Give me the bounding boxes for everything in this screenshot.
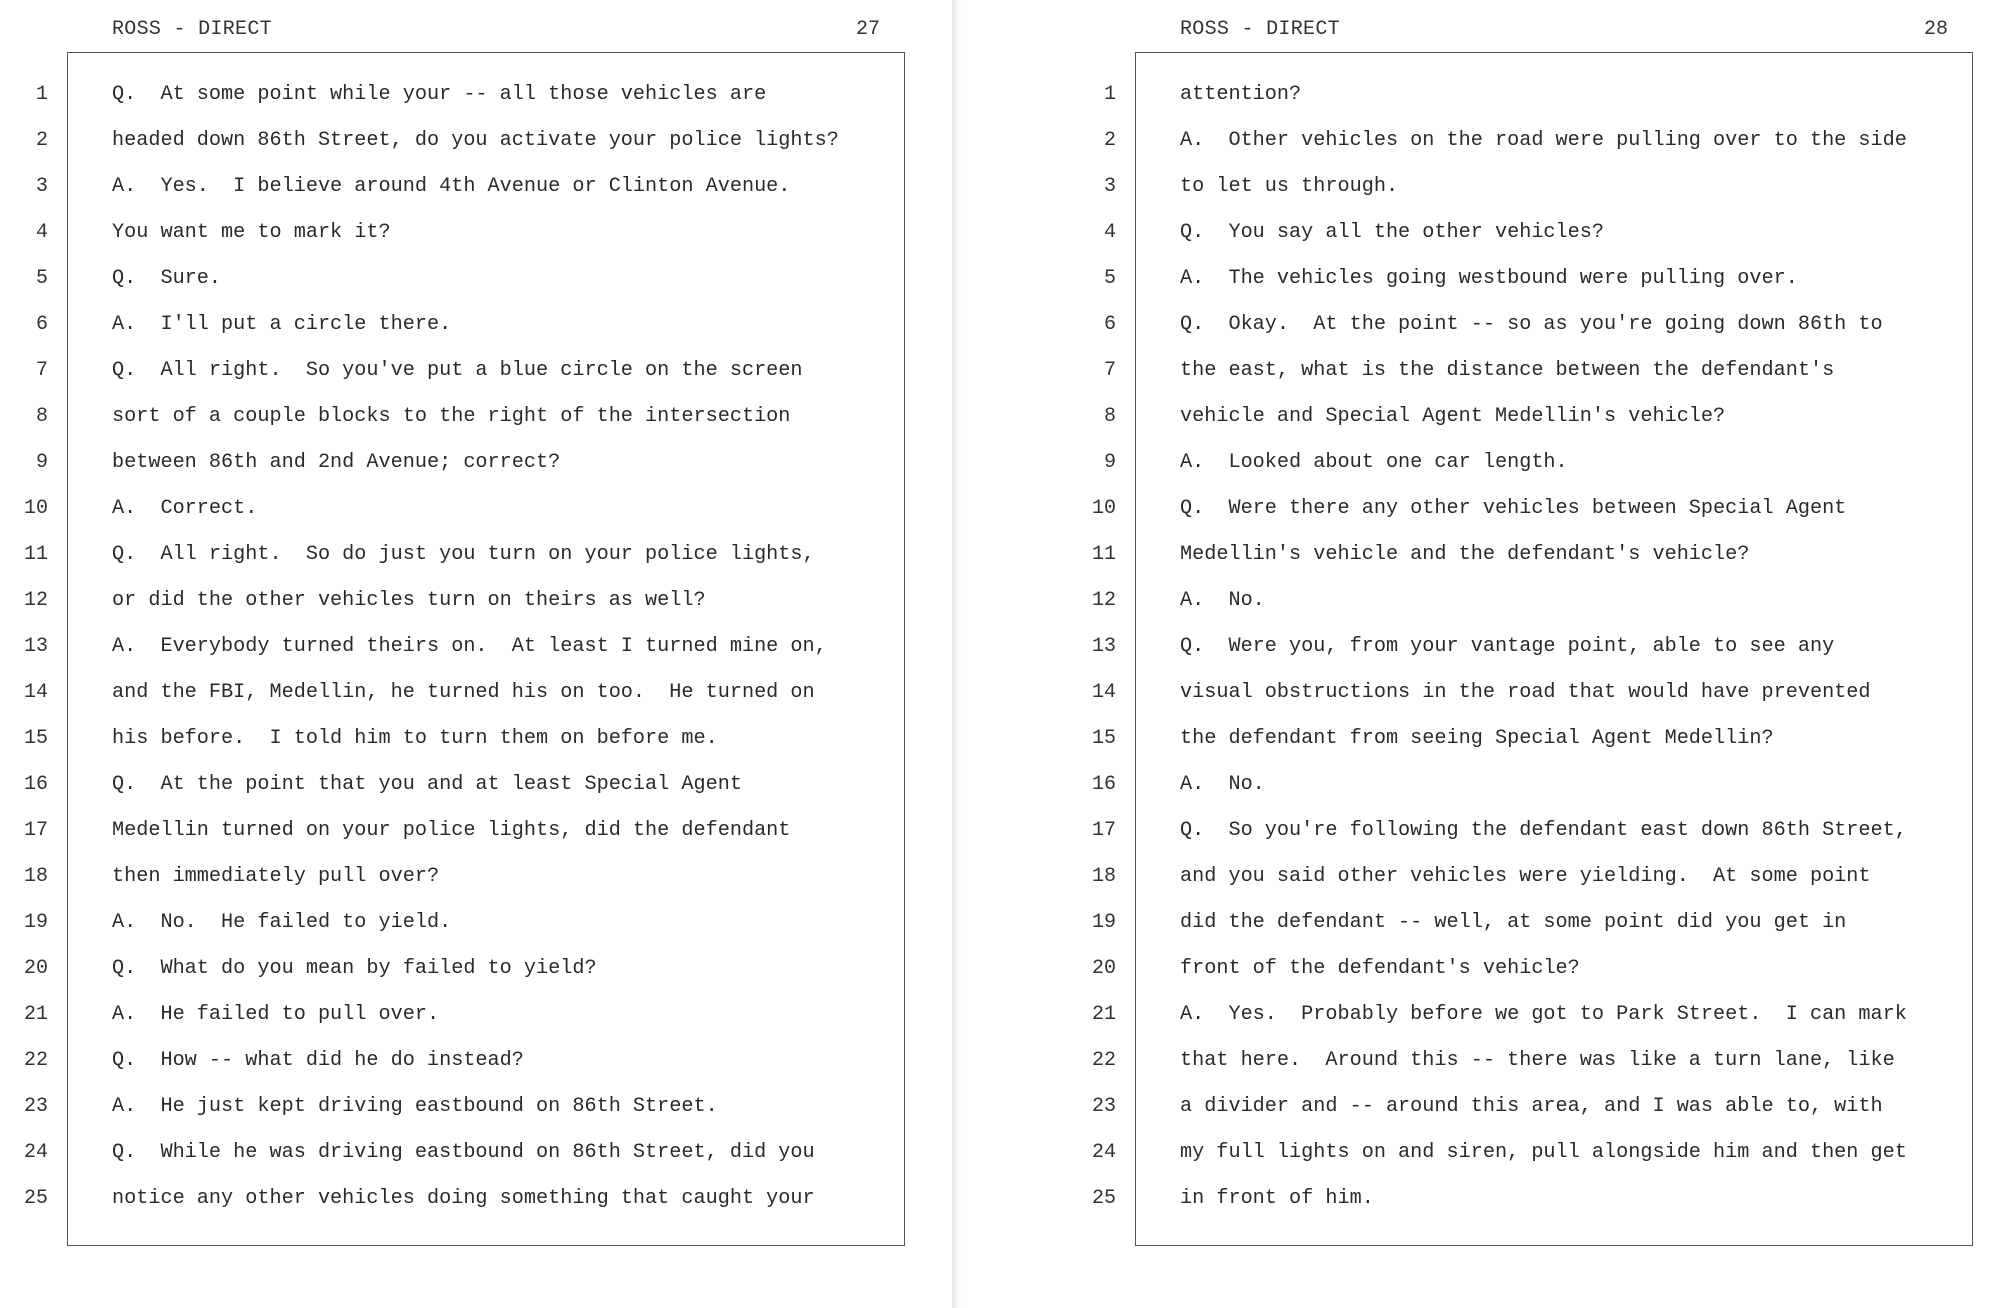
line-number: 17 (1091, 819, 1116, 842)
line-number: 24 (23, 1141, 48, 1164)
transcript-line: A. Other vehicles on the road were pulling over to the side (1180, 129, 1907, 152)
line-number: 1 (35, 83, 48, 106)
transcript-text (112, 78, 902, 1228)
line-number: 6 (35, 313, 48, 336)
transcript-line: Q. Were there any other vehicles between Special Agent (1180, 497, 1847, 520)
transcript-page-27 (0, 0, 950, 1308)
transcript-line: Q. What do you mean by failed to yield? (112, 957, 597, 980)
line-number: 8 (1103, 405, 1116, 428)
line-number: 18 (23, 865, 48, 888)
transcript-line: A. No. (1180, 589, 1265, 612)
transcript-line: A. I'll put a circle there. (112, 313, 452, 336)
line-number: 12 (1091, 589, 1116, 612)
line-number: 10 (23, 497, 48, 520)
transcript-line: his before. I told him to turn them on before me. (112, 727, 718, 750)
transcript-line: to let us through. (1180, 175, 1399, 198)
line-number: 6 (1103, 313, 1116, 336)
line-number: 11 (1091, 543, 1116, 566)
line-number: 15 (1091, 727, 1116, 750)
line-number: 19 (23, 911, 48, 934)
transcript-line: Q. How -- what did he do instead? (112, 1049, 524, 1072)
transcript-line: Q. All right. So do just you turn on your police lights, (112, 543, 815, 566)
line-number: 23 (23, 1095, 48, 1118)
transcript-text (1180, 78, 1970, 1228)
transcript-line: Q. Sure. (112, 267, 222, 290)
line-number: 9 (1103, 451, 1116, 474)
line-number: 7 (1103, 359, 1116, 382)
line-number: 5 (1103, 267, 1116, 290)
transcript-line: between 86th and 2nd Avenue; correct? (112, 451, 561, 474)
line-number: 23 (1091, 1095, 1116, 1118)
line-number: 7 (35, 359, 48, 382)
line-number: 5 (35, 267, 48, 290)
transcript-line: Q. At the point that you and at least Special Agent (112, 773, 742, 796)
transcript-line: attention? (1180, 83, 1302, 106)
line-number: 15 (23, 727, 48, 750)
page-divider-shadow (952, 0, 962, 1308)
transcript-line: A. No. (1180, 773, 1265, 796)
transcript-line: vehicle and Special Agent Medellin's vehicle? (1180, 405, 1726, 428)
transcript-line: A. Correct. (112, 497, 258, 520)
transcript-line: Medellin's vehicle and the defendant's vehicle? (1180, 543, 1750, 566)
transcript-line: Q. All right. So you've put a blue circle on the screen (112, 359, 803, 382)
transcript-line: A. Everybody turned theirs on. At least I turned mine on, (112, 635, 827, 658)
page-number: 28 (1923, 18, 1948, 41)
line-number: 22 (23, 1049, 48, 1072)
transcript-line: front of the defendant's vehicle? (1180, 957, 1580, 980)
line-number: 14 (1091, 681, 1116, 704)
line-number-column (0, 78, 48, 1228)
running-header: ROSS - DIRECT (1180, 18, 1340, 41)
line-number: 12 (23, 589, 48, 612)
transcript-line: A. Looked about one car length. (1180, 451, 1568, 474)
transcript-line: and the FBI, Medellin, he turned his on too. He turned on (112, 681, 815, 704)
page-gutter (950, 0, 1068, 1308)
line-number: 16 (23, 773, 48, 796)
line-number: 20 (23, 957, 48, 980)
line-number: 2 (1103, 129, 1116, 152)
line-number: 22 (1091, 1049, 1116, 1072)
line-number: 9 (35, 451, 48, 474)
transcript-line: did the defendant -- well, at some point did you get in (1180, 911, 1847, 934)
transcript-line: a divider and -- around this area, and I was able to, with (1180, 1095, 1883, 1118)
line-number: 20 (1091, 957, 1116, 980)
transcript-line: Q. So you're following the defendant east down 86th Street, (1180, 819, 1907, 842)
line-number-column (1068, 78, 1116, 1228)
line-number: 25 (1091, 1187, 1116, 1210)
line-number: 25 (23, 1187, 48, 1210)
line-number: 8 (35, 405, 48, 428)
transcript-line: notice any other vehicles doing something that caught your (112, 1187, 815, 1210)
transcript-line: visual obstructions in the road that would have prevented (1180, 681, 1871, 704)
page-number: 27 (855, 18, 880, 41)
line-number: 18 (1091, 865, 1116, 888)
transcript-line: You want me to mark it? (112, 221, 391, 244)
line-number: 17 (23, 819, 48, 842)
transcript-line: Q. Were you, from your vantage point, able to see any (1180, 635, 1835, 658)
line-number: 13 (23, 635, 48, 658)
transcript-line: then immediately pull over? (112, 865, 440, 888)
transcript-line: sort of a couple blocks to the right of the intersection (112, 405, 791, 428)
transcript-line: the east, what is the distance between the defendant's (1180, 359, 1835, 382)
line-number: 24 (1091, 1141, 1116, 1164)
line-number: 14 (23, 681, 48, 704)
line-number: 21 (1091, 1003, 1116, 1026)
line-number: 2 (35, 129, 48, 152)
transcript-line: A. Yes. I believe around 4th Avenue or Clinton Avenue. (112, 175, 791, 198)
transcript-line: A. He just kept driving eastbound on 86th Street. (112, 1095, 718, 1118)
transcript-line: Q. Okay. At the point -- so as you're going down 86th to (1180, 313, 1883, 336)
line-number: 3 (35, 175, 48, 198)
line-number: 13 (1091, 635, 1116, 658)
line-number: 16 (1091, 773, 1116, 796)
transcript-line: Q. At some point while your -- all those vehicles are (112, 83, 767, 106)
line-number: 1 (1103, 83, 1116, 106)
transcript-line: that here. Around this -- there was like a turn lane, like (1180, 1049, 1895, 1072)
transcript-line: Medellin turned on your police lights, did the defendant (112, 819, 791, 842)
transcript-line: Q. You say all the other vehicles? (1180, 221, 1605, 244)
transcript-line: A. Yes. Probably before we got to Park Street. I can mark (1180, 1003, 1907, 1026)
transcript-line: or did the other vehicles turn on theirs as well? (112, 589, 706, 612)
transcript-line: the defendant from seeing Special Agent Medellin? (1180, 727, 1774, 750)
transcript-line: A. He failed to pull over. (112, 1003, 440, 1026)
line-number: 10 (1091, 497, 1116, 520)
line-number: 19 (1091, 911, 1116, 934)
transcript-line: A. No. He failed to yield. (112, 911, 452, 934)
transcript-page-28 (1068, 0, 2000, 1308)
line-number: 11 (23, 543, 48, 566)
transcript-line: A. The vehicles going westbound were pulling over. (1180, 267, 1798, 290)
transcript-line: my full lights on and siren, pull alongside him and then get (1180, 1141, 1907, 1164)
line-number: 4 (35, 221, 48, 244)
transcript-line: and you said other vehicles were yielding. At some point (1180, 865, 1871, 888)
line-number: 21 (23, 1003, 48, 1026)
running-header: ROSS - DIRECT (112, 18, 272, 41)
transcript-line: Q. While he was driving eastbound on 86th Street, did you (112, 1141, 815, 1164)
transcript-line: headed down 86th Street, do you activate your police lights? (112, 129, 839, 152)
line-number: 4 (1103, 221, 1116, 244)
line-number: 3 (1103, 175, 1116, 198)
transcript-line: in front of him. (1180, 1187, 1374, 1210)
